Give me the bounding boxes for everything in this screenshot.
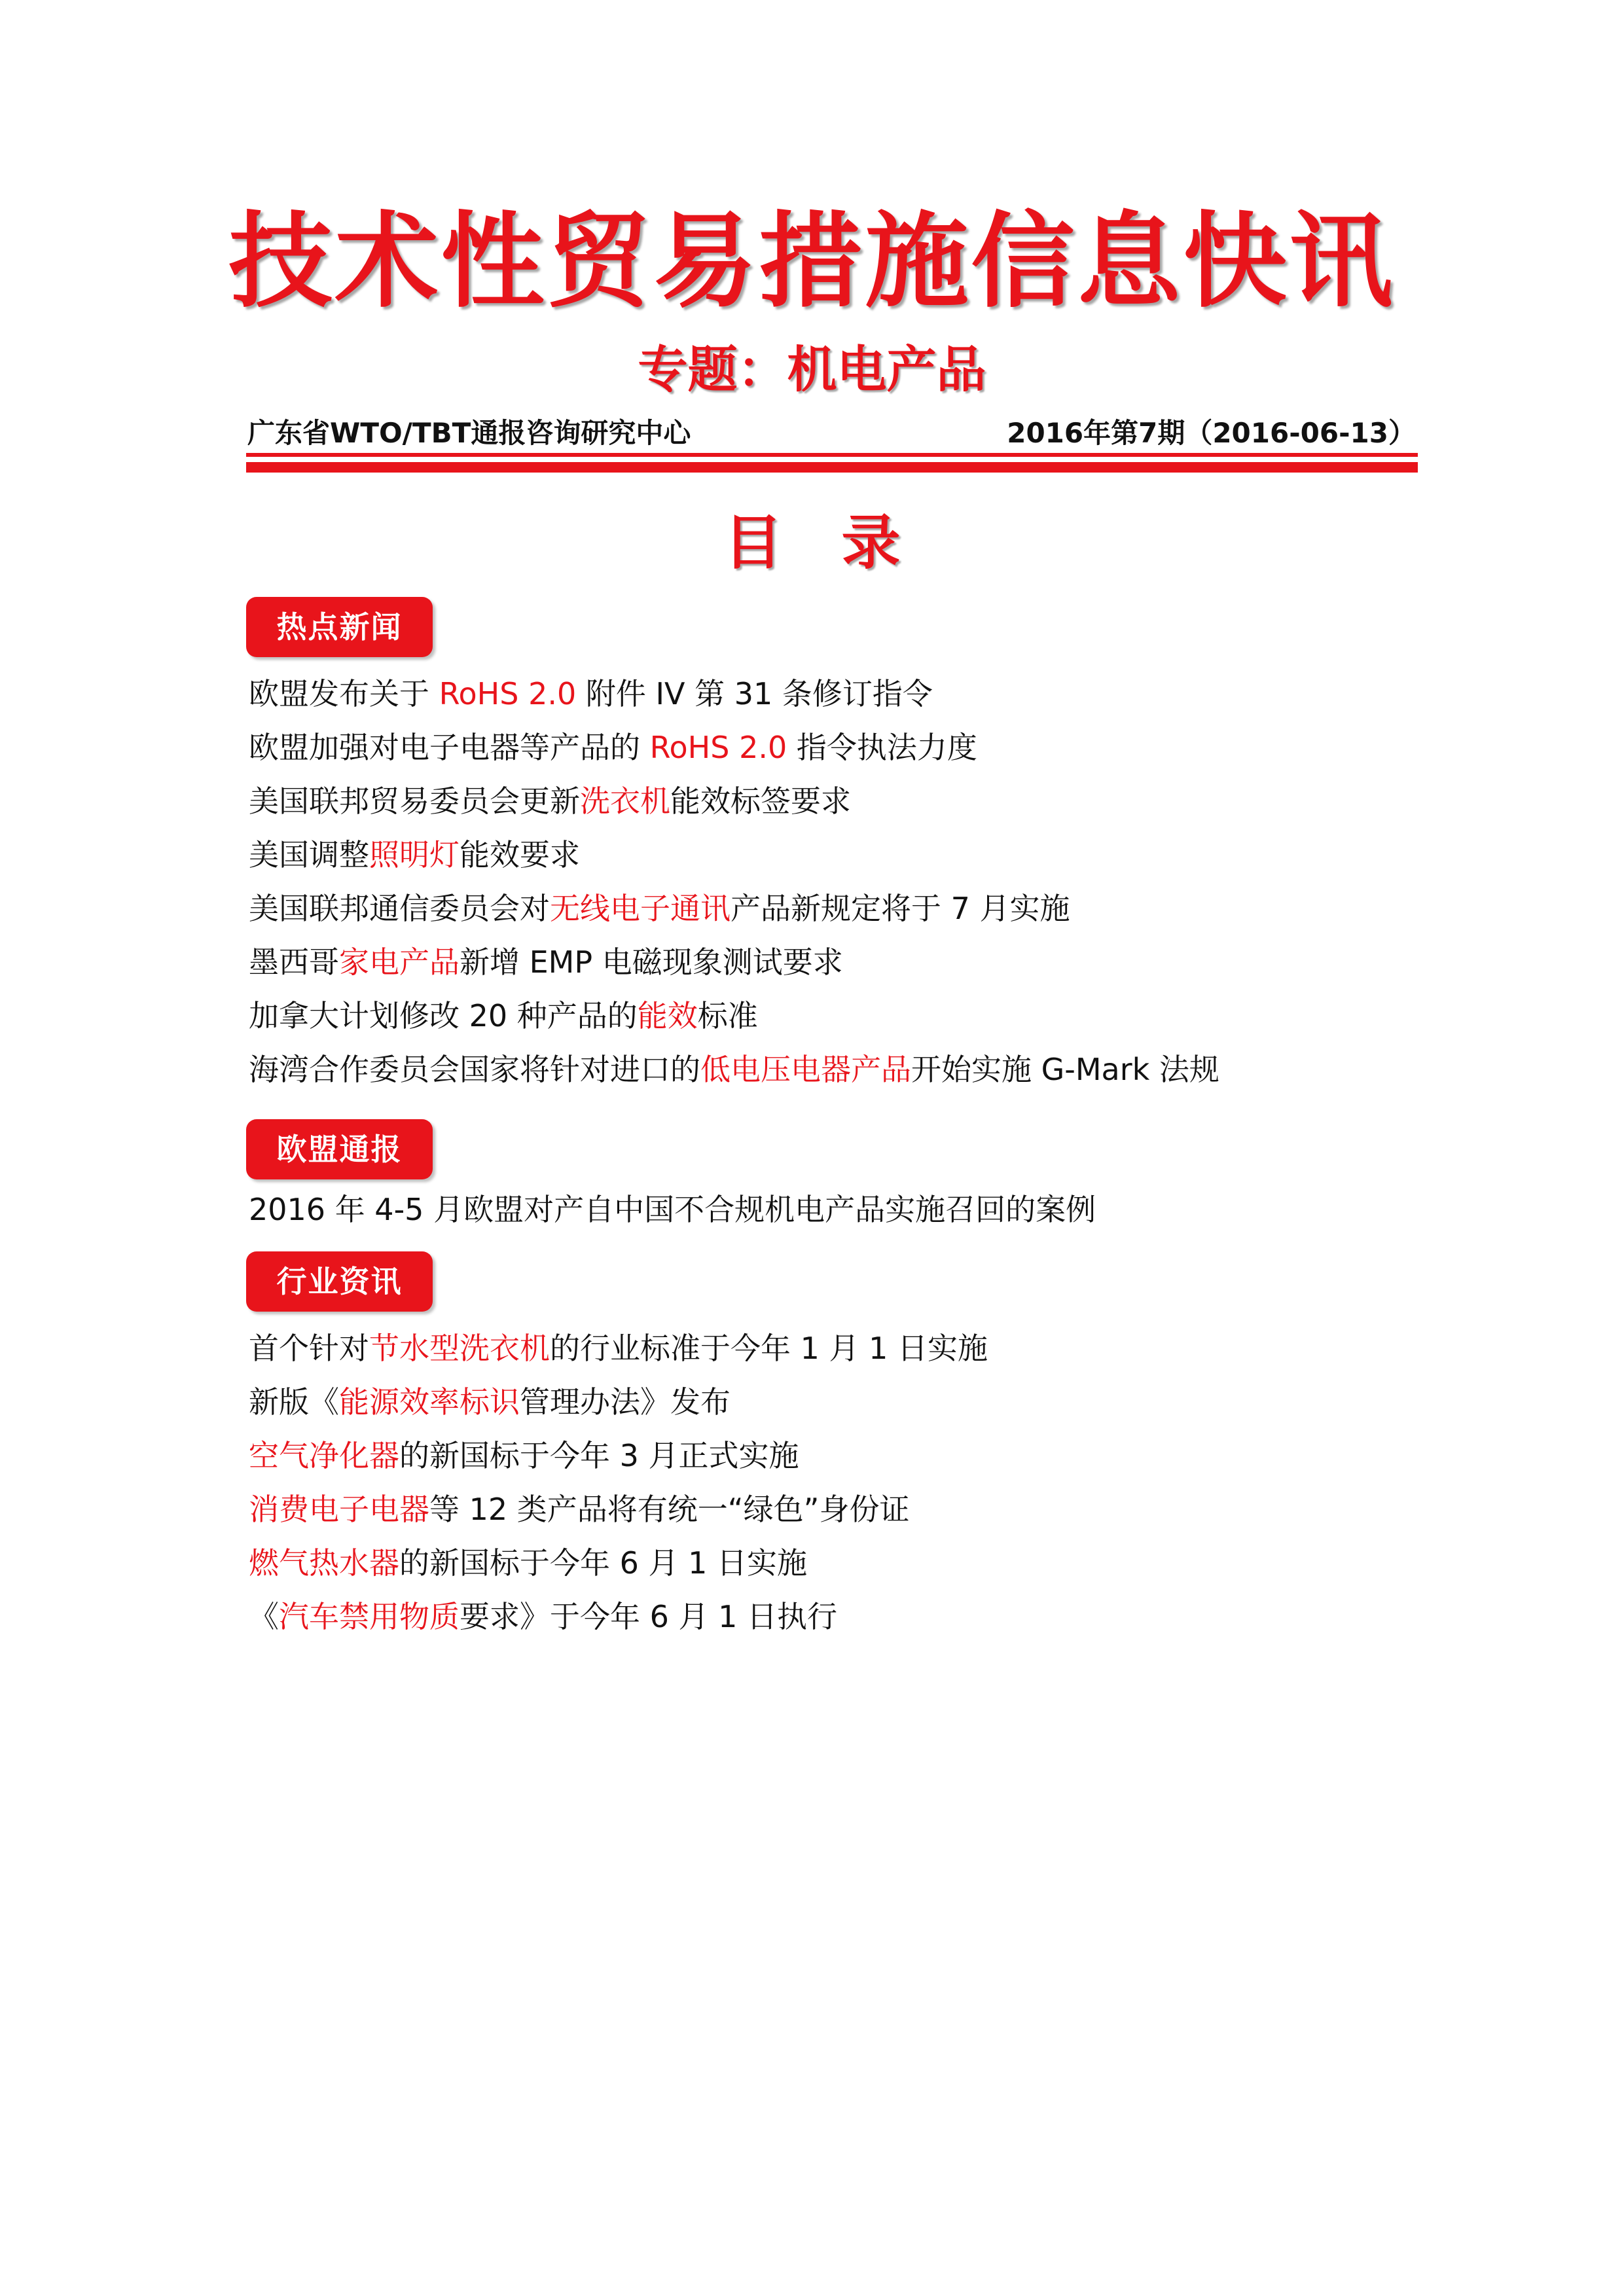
section-heading-eu-notification: 欧盟通报 <box>246 1119 433 1179</box>
toc-item[interactable] <box>249 939 843 985</box>
item-highlight: 低电压电器产品 <box>700 1052 911 1087</box>
item-highlight: 消费电子电器 <box>249 1492 429 1527</box>
item-highlight: 洗衣机 <box>580 783 670 819</box>
toc-item[interactable] <box>249 1047 1219 1092</box>
item-text: 海湾合作委员会国家将针对进口的 <box>249 1052 700 1087</box>
toc-item[interactable] <box>249 993 758 1039</box>
item-text: 管理办法》发布 <box>520 1384 731 1420</box>
item-text: 附件 IV 第 31 条修订指令 <box>576 676 933 711</box>
item-text: 的行业标准于今年 1 月 1 日实施 <box>550 1331 988 1366</box>
item-text: 首个针对 <box>249 1331 369 1366</box>
item-text: 2016 年 4-5 月欧盟对产自中国不合规机电产品实施召回的案例 <box>249 1192 1096 1227</box>
item-text: 美国联邦贸易委员会更新 <box>249 783 580 819</box>
item-text: 的新国标于今年 3 月正式实施 <box>399 1438 799 1473</box>
item-text: 欧盟加强对电子电器等产品的 <box>249 730 650 765</box>
item-highlight: 家电产品 <box>339 944 460 980</box>
item-highlight: 节水型洗衣机 <box>369 1331 550 1366</box>
toc-item[interactable] <box>249 832 580 878</box>
publisher-name: 广东省WTO/TBT通报咨询研究中心 <box>247 417 691 449</box>
item-highlight: 无线电子通讯 <box>550 891 731 926</box>
item-text: 产品新规定将于 7 月实施 <box>731 891 1070 926</box>
item-text: 能效标签要求 <box>670 783 851 819</box>
item-highlight: 燃气热水器 <box>249 1545 399 1581</box>
toc-item[interactable] <box>249 671 933 717</box>
toc-item[interactable] <box>249 1594 837 1640</box>
toc-item[interactable] <box>249 1379 731 1425</box>
item-text: 《 <box>249 1599 279 1634</box>
newsletter-title: 技术性贸易措施信息快讯 <box>228 202 1396 322</box>
item-text: 指令执法力度 <box>787 730 977 765</box>
section-heading-hot-news: 热点新闻 <box>246 597 433 657</box>
item-text: 新版《 <box>249 1384 339 1420</box>
toc-item[interactable] <box>249 886 1070 931</box>
item-highlight: 空气净化器 <box>249 1438 399 1473</box>
item-text: 加拿大计划修改 20 种产品的 <box>249 998 638 1033</box>
header-rule-thin <box>246 453 1418 457</box>
item-text: 墨西哥 <box>249 944 339 980</box>
item-highlight: 照明灯 <box>369 837 460 872</box>
item-text: 等 12 类产品将有统一“绿色”身份证 <box>429 1492 910 1527</box>
item-text: 的新国标于今年 6 月 1 日实施 <box>399 1545 808 1581</box>
item-highlight: 能效 <box>637 998 698 1033</box>
item-text: 标准 <box>697 998 758 1033</box>
section-heading-industry-news: 行业资讯 <box>246 1251 433 1312</box>
toc-item[interactable] <box>249 1187 1096 1232</box>
topic-subtitle: 专题：机电产品 <box>638 340 986 399</box>
issue-info: 2016年第7期（2016-06-13） <box>1007 417 1416 449</box>
toc-item[interactable] <box>249 1325 988 1371</box>
item-text: 美国调整 <box>249 837 369 872</box>
item-highlight: 能源效率标识 <box>339 1384 520 1420</box>
item-highlight: 汽车禁用物质 <box>279 1599 460 1634</box>
item-text: 新增 EMP 电磁现象测试要求 <box>460 944 843 980</box>
item-highlight: RoHS 2.0 <box>439 676 577 711</box>
item-highlight: RoHS 2.0 <box>649 730 787 765</box>
toc-item[interactable] <box>249 1433 799 1479</box>
toc-item[interactable] <box>249 1486 909 1532</box>
item-text: 美国联邦通信委员会对 <box>249 891 550 926</box>
toc-item[interactable] <box>249 778 851 824</box>
item-text: 欧盟发布关于 <box>249 676 439 711</box>
item-text: 能效要求 <box>460 837 580 872</box>
item-text: 要求》于今年 6 月 1 日执行 <box>460 1599 838 1634</box>
toc-item[interactable] <box>249 725 977 770</box>
item-text: 开始实施 G-Mark 法规 <box>911 1052 1219 1087</box>
toc-title: 目 录 <box>723 509 901 577</box>
toc-item[interactable] <box>249 1540 807 1586</box>
header-rule-thick <box>246 462 1418 473</box>
